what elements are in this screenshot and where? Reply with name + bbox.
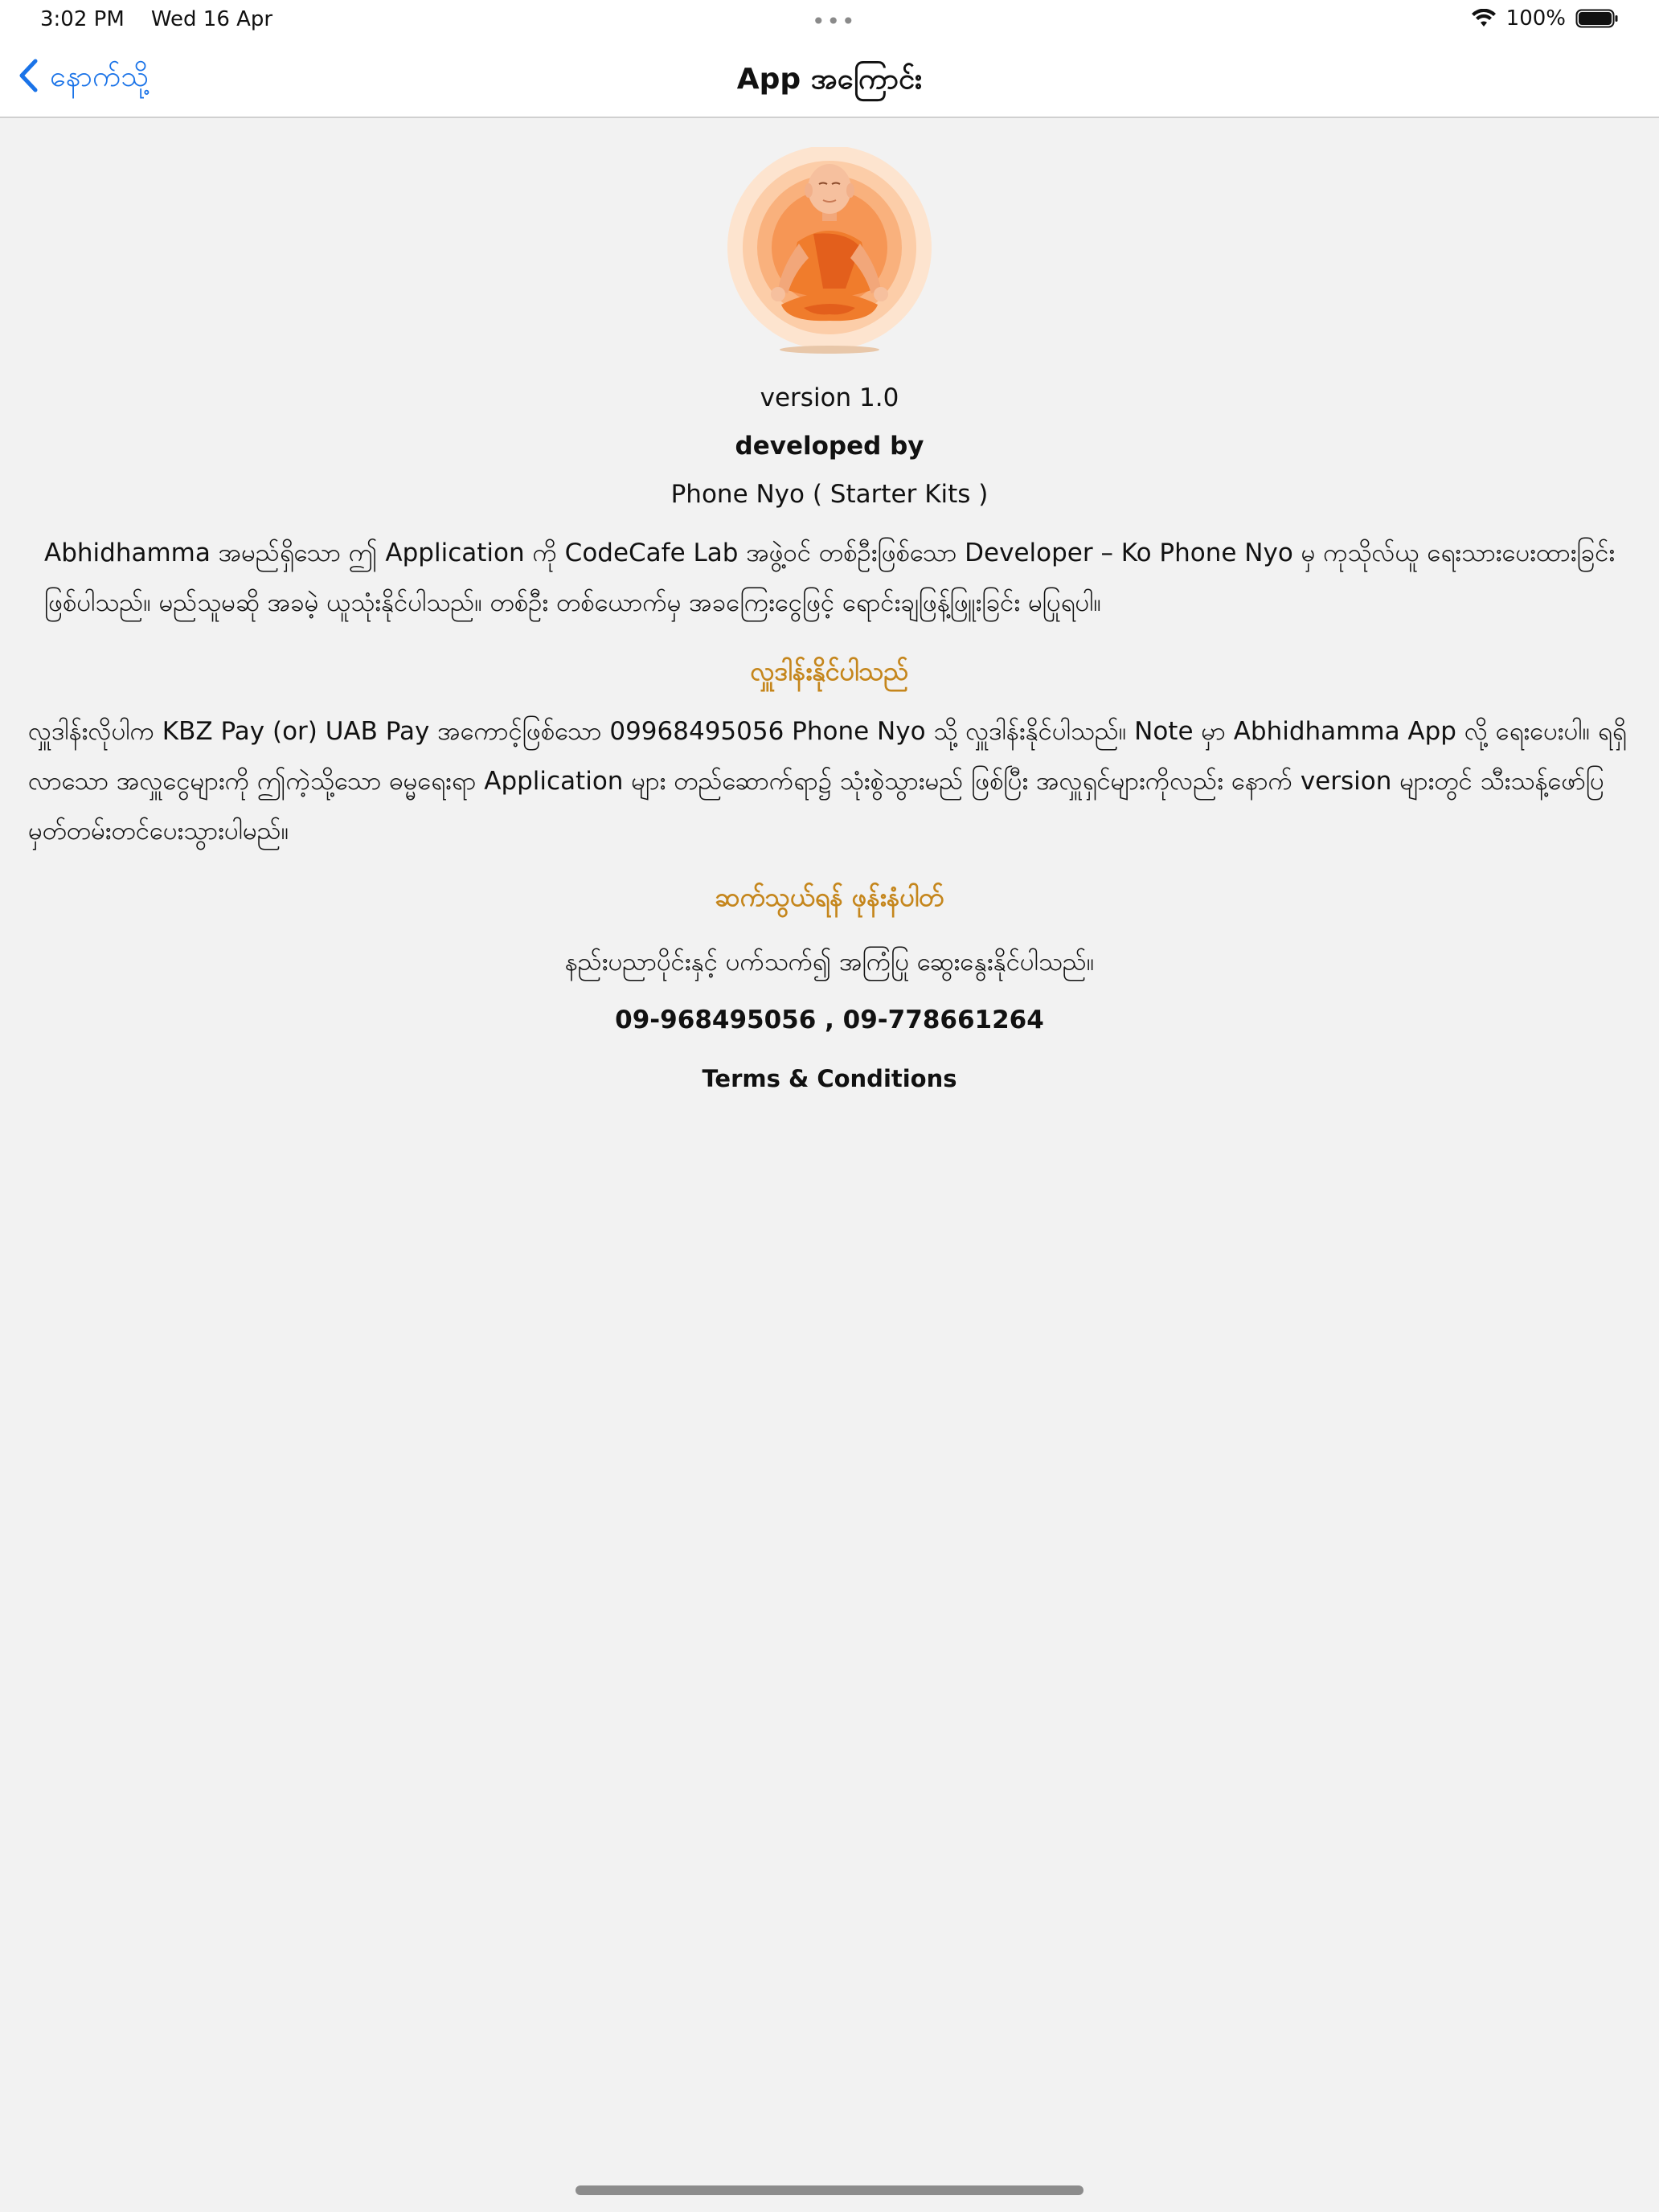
app-description: Abhidhamma အမည်ရှိသော ဤ Application ကို CodeCafe Lab အဖွဲ့ဝင် တစ်ဦးဖြစ်သော Developer – Ko Phone Nyo မှ ကုသိုလ်ယူ ရေးသားပေးထားခြင်း ဖြစ်ပါသည်။ မည်သူမဆို အခမဲ့ ယူသုံးနိုင်ပါသည်။ တစ်ဦး တစ်ယောက်မှ အခကြေးငွေဖြင့် ရောင်းချဖြန့်ဖြူးခြင်း မပြုရပါ။ xyxy=(44,539,1616,617)
home-indicator[interactable] xyxy=(576,2185,1083,2195)
developed-by-label: developed by xyxy=(735,432,924,461)
meditating-monk-icon xyxy=(725,147,934,356)
donation-text: လှူဒါန်းလိုပါက KBZ Pay (or) UAB Pay အကောင့်ဖြစ်သော 09968495056 Phone Nyo သို့ လှူဒါန်းနိုင်ပါသည်။ Note မှာ Abhidhamma App လို့ ရေးပေးပါ။ ရရှိလာသော အလှူငွေများကို ဤကဲ့သို့သော ဓမ္မရေးရာ Application များ တည်ဆောက်ရာ၌ သုံးစွဲသွားမည် ဖြစ်ပြီး အလှူရှင်များကိုလည်း နောက် version များတွင် သီးသန့်ဖော်ပြ မှတ်တမ်းတင်ပေးသွားပါမည်။ xyxy=(28,717,1627,846)
version-text: version 1.0 xyxy=(760,383,899,412)
developer-name: Phone Nyo ( Starter Kits ) xyxy=(670,480,989,509)
donation-heading: လှူဒါန်းနိုင်ပါသည် xyxy=(750,656,909,686)
wifi-icon xyxy=(1471,9,1497,28)
status-time xyxy=(40,7,272,31)
status-bar xyxy=(0,0,1659,40)
page-title: App အကြောင်း xyxy=(736,63,923,96)
contact-text: နည်းပညာပိုင်းနှင့် ပက်သက်၍ အကြံပြု ဆွေးနွေးနိုင်ပါသည်။ xyxy=(564,948,1095,977)
navigation-bar xyxy=(0,40,1659,118)
terms-conditions-link[interactable]: Terms & Conditions xyxy=(702,1065,957,1092)
battery-percent: 100% xyxy=(1505,6,1566,31)
status-date: Wed 16 Apr xyxy=(150,7,273,31)
multitasking-dots-icon[interactable]: ••• xyxy=(812,8,857,35)
back-button-label: နောက်သို့ xyxy=(50,60,150,93)
status-indicators xyxy=(1471,6,1619,31)
status-clock: 3:02 PM xyxy=(40,7,125,31)
contact-phone-numbers[interactable]: 09-968495056 , 09-778661264 xyxy=(615,1006,1044,1034)
contact-heading: ဆက်သွယ်ရန် ဖုန်းနံပါတ် xyxy=(715,882,944,912)
battery-icon xyxy=(1575,8,1619,29)
